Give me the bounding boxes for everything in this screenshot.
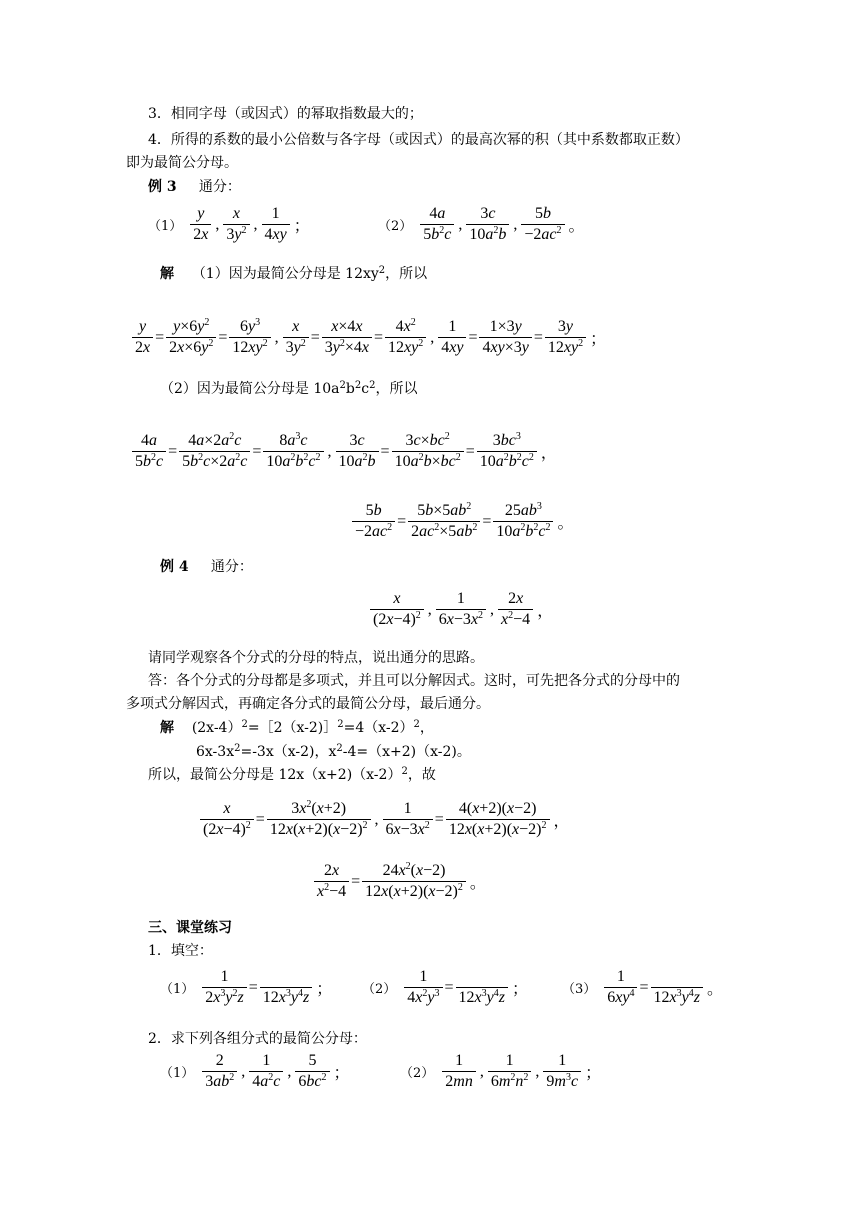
- example-4-solution-equation-a: x $(2x-4)^2$ = $3x^2(x+2)$ $12x(x+2)(x-2)^2$ , 1 $6x-3x^2$ = 4(x+2)(x−2) $12x(x+2)(x-2)^2$ ，: [198, 800, 572, 839]
- example-3-heading: 例 3 通分：: [148, 179, 241, 195]
- practice-question-2: 2．求下列各组分式的最简公分母：: [148, 1031, 367, 1047]
- example-4-answer-line2: 多项式分解因式，再确定各分式的最简公分母，最后通分。: [126, 696, 490, 712]
- example-3-solution-2-equation-b: 5b $-2ac^2$ = $5b\times 5ab^2$ $2ac^2\times 5ab^2$ = $25ab^3$ $10a^2b^2c^2$ 。: [350, 502, 575, 541]
- example-4-factor-line2: $6x-3x^2=-3x(x-2)$，$x^2-4=(x+2)(x-2)$。: [196, 743, 471, 760]
- example-4-question: 请同学观察各个分式的分母的特点，说出通分的思路。: [148, 650, 484, 666]
- practice-question-1: 1．填空：: [148, 943, 213, 959]
- practice-1-item-2: （2） 1 $4x^2y^3$ = $12x^3y^4z$ ；: [362, 968, 528, 1006]
- example-4-answer-line1: 答：各个分式的分母都是多项式，并且可以分解因式。这时，可先把各分式的分母中的: [148, 673, 680, 689]
- example-4-solution-equation-b: 2x $x^2-4$ = $24x^2(x-2)$ $12x(x+2)(x-2)^2$ 。: [312, 862, 488, 901]
- example-3-problem-2: （2） 4a $5b^2c$ , 3c $10a^2b$ , 5b $-2ac^2$ 。: [378, 205, 585, 243]
- rule-3: 3．相同字母（或因式）的幂取指数最大的；: [148, 106, 423, 122]
- practice-1-item-1: （1） 1 $2x^3y^2z$ = $12x^3y^4z$ ；: [160, 968, 333, 1006]
- example-3-solution-2-intro: （2）因为最简公分母是 $10a^2b^2c^2$，所以: [160, 380, 418, 397]
- example-3-solution-1-equation: y 2x = $y\times 6y^2$ $2x\times 6y^2$ = $6y^3$ $12xy^2$ , x $3y^2$ = x×4x $3y^2\times 4x$ = $4x^2$ $12xy^2$ , 1 4xy = 1×3y 4xy×3y = 3y $12xy^2$ ；: [130, 318, 608, 357]
- example-3-solution-2-equation-a: 4a $5b^2c$ = $4a\times 2a^2c$ $5b^2c\times 2a^2c$ = $8a^3c$ $10a^2b^2c^2$ , 3c $10a^2b$ = $3c\times bc^2$ $10a^2b\times bc^2$ = $3bc^3$ $10a^2b^2c^2$ ，: [130, 432, 559, 471]
- example-4-heading: 例 4 通分：: [160, 559, 253, 575]
- practice-2-item-2: （2） 1 2mn , 1 $6m^2n^2$ , 1 $9m^3c$ ；: [400, 1052, 602, 1090]
- example-3-solution-1-intro: 解 （1）因为最简公分母是 $12xy^2$，所以: [160, 265, 428, 282]
- practice-2-item-1: （1） 2 $3ab^2$ , 1 $4a^2c$ , 5 $6bc^2$ ；: [160, 1052, 350, 1090]
- rule-4-line1: 4．所得的系数的最小公倍数与各字母（或因式）的最高次幂的积（其中系数都取正数）: [148, 132, 689, 148]
- example-4-factor-line1: 解 $(2x-4)^2=[2(x-2)]^2=4(x-2)^2$，: [160, 719, 434, 736]
- section-heading-practice: 三、课堂练习: [148, 920, 232, 936]
- practice-1-item-3: （3） 1 $6xy^4$ = $12x^3y^4z$ 。: [562, 968, 723, 1006]
- example-4-problem: x $(2x-4)^2$ , 1 $6x-3x^2$ , 2x $x^2-4$ ，: [368, 590, 555, 629]
- rule-4-line2: 即为最简公分母。: [126, 155, 238, 171]
- example-3-problem-1: （1） y 2x , x $3y^2$ , 1 4xy ；: [148, 205, 310, 243]
- example-4-conclusion: 所以，最简公分母是 $12x(x+2)(x-2)^2$，故: [148, 766, 436, 783]
